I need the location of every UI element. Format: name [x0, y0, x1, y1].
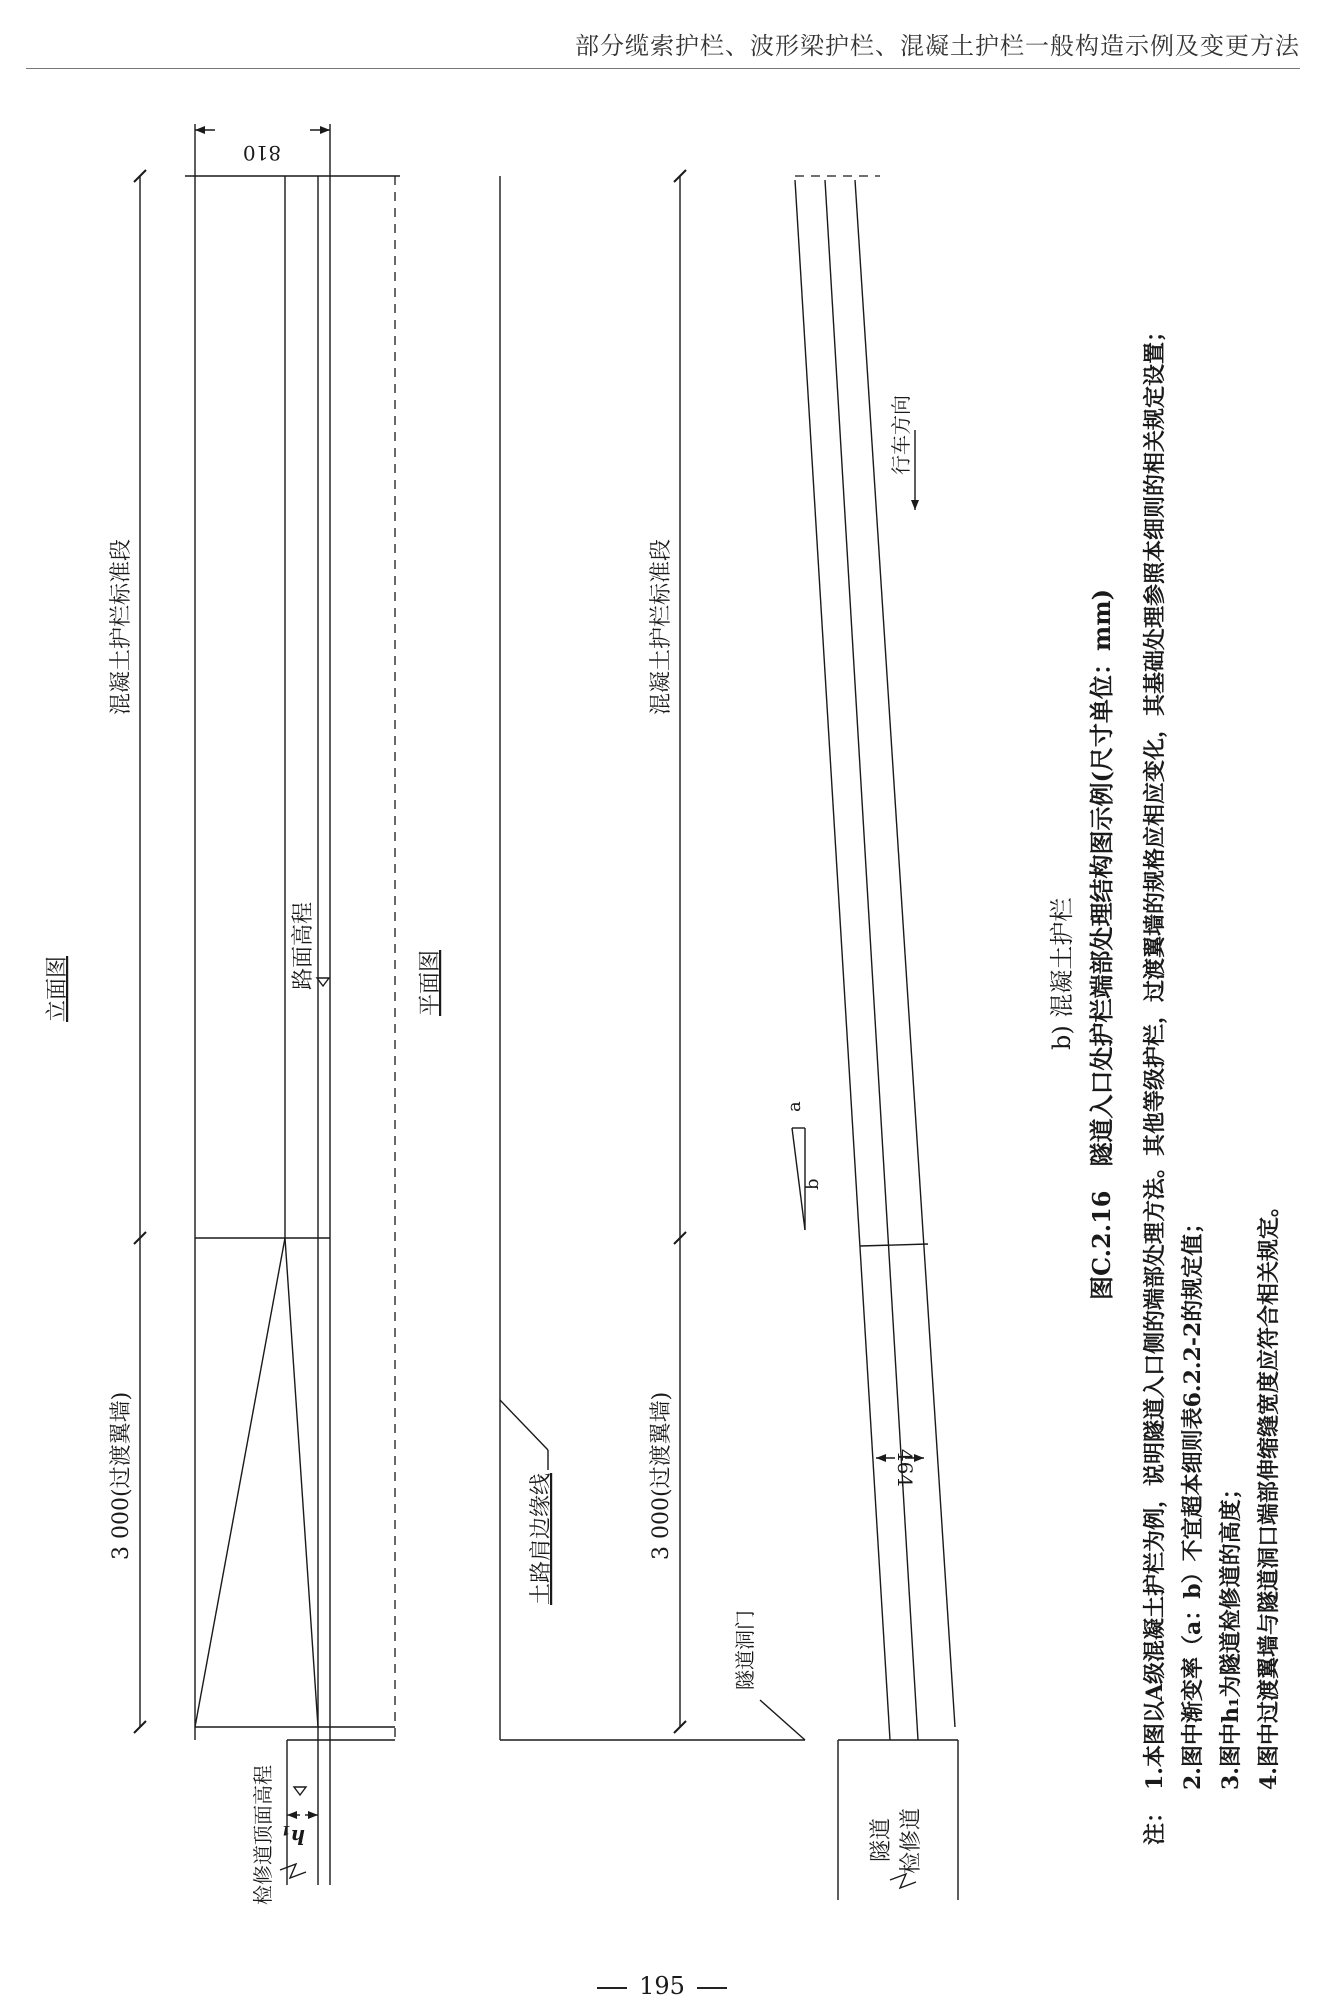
subfigure-caption: b) 混凝土护栏	[1048, 897, 1076, 1050]
offset-dimension: 464	[893, 1448, 917, 1488]
notes-lead: 注：	[1142, 1800, 1168, 1845]
standard-section-label-plan: 混凝土护栏标准段	[649, 538, 674, 715]
page-number-value: 195	[639, 1972, 685, 2000]
tunnel-portal-label: 隧道洞门	[733, 1610, 757, 1690]
width-dimension: 810	[242, 141, 282, 165]
road-surface-elevation-label: 路面高程	[291, 901, 316, 990]
h1-label	[281, 1822, 305, 1849]
standard-section-label-elevation: 混凝土护栏标准段	[109, 538, 134, 715]
note-2: 2.图中渐变率（a：b）不宜超本细则表6.2.2-2的规定值；	[1180, 1211, 1206, 1790]
page-number-dash-right	[697, 1987, 727, 1989]
page-number	[0, 1972, 1324, 2000]
page-number-dash-left	[597, 1987, 627, 1989]
plan-title: 平面图	[418, 949, 443, 1016]
running-header-title: 部分缆索护栏、波形梁护栏、混凝土护栏一般构造示例及变更方法	[575, 32, 1300, 60]
h1-symbol: h	[290, 1825, 305, 1849]
tunnel-walkway-label-1: 隧道	[869, 1817, 894, 1862]
transition-label-elevation: 3 000(过渡翼墙)	[109, 1391, 134, 1560]
tunnel-walkway-label-2: 检修道	[899, 1807, 924, 1874]
transition-label-plan: 3 000(过渡翼墙)	[649, 1391, 674, 1560]
note-1: 1.本图以A级混凝土护栏为例，说明隧道入口侧的端部处理方法。其他等级护栏，过渡翼墙的规格应相应变化，其基础处理参照本细则的相关规定设置；	[1142, 319, 1168, 1790]
ratio-a-label: a	[784, 1101, 805, 1112]
figure-caption: 图C.2.16 隧道入口处护栏端部处理结构图示例(尺寸单位：mm)	[1087, 589, 1116, 1300]
ratio-b-label: b	[802, 1178, 823, 1190]
inspection-top-elevation-label: 检修道顶面高程	[251, 1765, 275, 1905]
h1-subscript: 1	[281, 1822, 291, 1837]
shoulder-edge-label: 土路肩边缘线	[529, 1472, 554, 1605]
note-4: 4.图中过渡翼墙与隧道洞口端部伸缩缝宽度应符合相关规定。	[1256, 1195, 1282, 1790]
note-3: 3.图中h₁为隧道检修道的高度；	[1218, 1477, 1244, 1790]
elevation-title: 立面图	[45, 955, 70, 1022]
elevation-view	[134, 124, 400, 1885]
driving-direction-label: 行车方向	[889, 395, 913, 475]
